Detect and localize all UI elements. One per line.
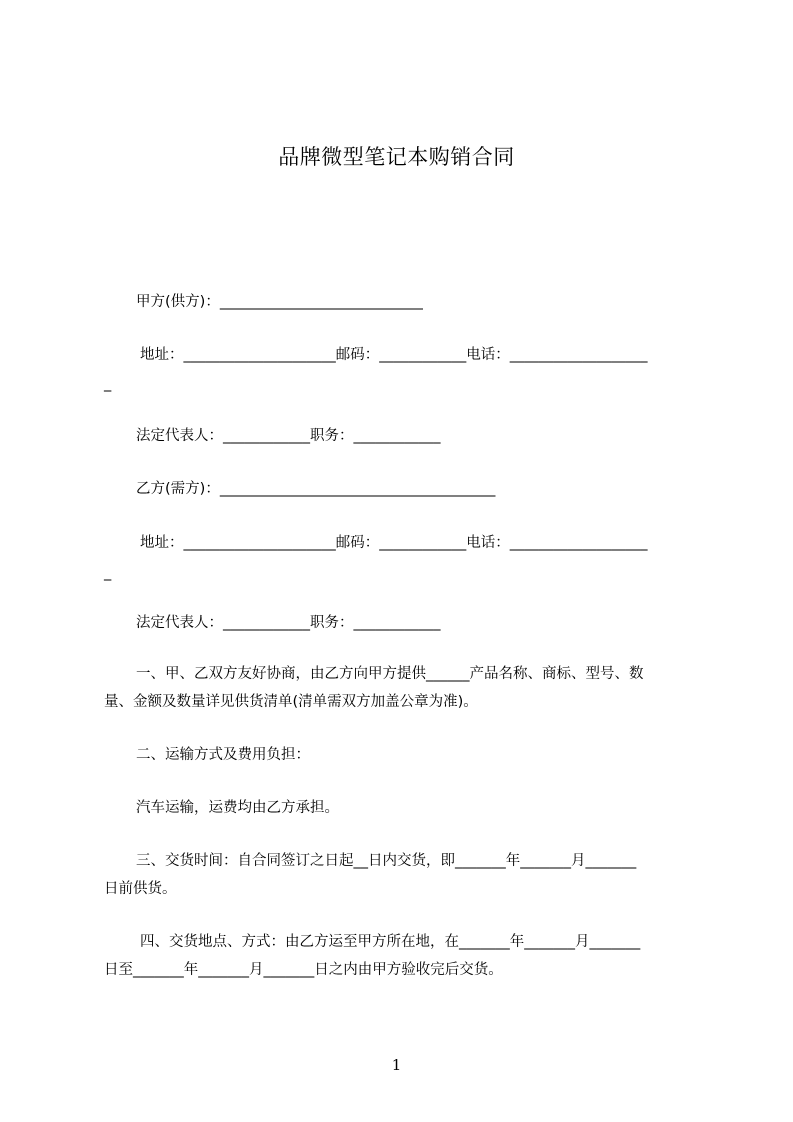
party-b-label: 乙方(需方)：______________________________________: [136, 481, 496, 497]
clause-4-line-1: 四、交货地点、方式：由乙方运至甲方所在地，在_______年_______月_______: [140, 934, 641, 950]
party-b-address-line: 地址：_____________________邮码：____________电话：___________________: [140, 535, 648, 551]
party-a-label: 甲方(供方)：____________________________: [136, 294, 423, 310]
clause-2-body: 汽车运输，运费均由乙方承担。: [136, 800, 339, 816]
party-a-address-overflow: _: [104, 376, 112, 392]
document-title: 品牌微型笔记本购销合同: [278, 145, 515, 169]
clause-1-line-2: 量、金额及数量详见供货清单(清单需双方加盖公章为准)。: [104, 694, 478, 710]
party-b-representative: 法定代表人：____________职务：____________: [136, 615, 441, 631]
party-b-address-overflow: _: [104, 565, 112, 581]
clause-3-line-2: 日前供货。: [104, 881, 177, 897]
clause-4-line-2: 日至_______年_______月_______日之内由甲方验收完后交货。: [104, 962, 503, 978]
party-a-address-line: 地址：_____________________邮码：____________电话：___________________: [140, 347, 648, 363]
clause-2-heading: 二、运输方式及费用负担：: [136, 747, 310, 763]
clause-3-line-1: 三、交货时间：自合同签订之日起__日内交货，即_______年_______月_______: [136, 853, 637, 869]
clause-1-line-1: 一、甲、乙双方友好协商，由乙方向甲方提供______产品名称、商标、型号、数: [136, 666, 644, 682]
page-number: 1: [391, 1056, 402, 1074]
party-a-representative: 法定代表人：____________职务：____________: [136, 428, 441, 444]
